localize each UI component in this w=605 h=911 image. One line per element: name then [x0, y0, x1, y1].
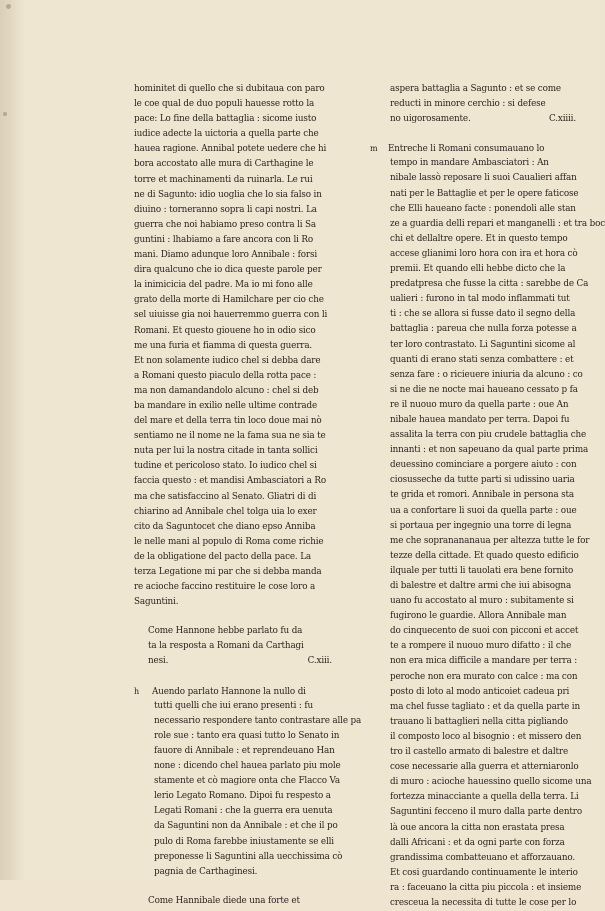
left-column	[134, 82, 362, 909]
text-line: ze a guardia delli repari et manganelli : et tra boc	[390, 218, 605, 229]
text-line: ter loro contrastato. Li Saguntini sicome al	[390, 339, 576, 350]
text-line: del mare et della terra tin loco doue mai nò	[134, 416, 322, 427]
text-line: Et cosi guardando continuamente le interio	[390, 867, 578, 878]
text-line: da Saguntini non da Annibale : et che il po	[154, 821, 338, 832]
text-line: tudine et pericoloso stato. Io iudico chel si	[134, 461, 317, 472]
text-line: battaglia : pareua che nulla forza potesse a	[390, 324, 577, 335]
text-line: accese glianimi loro hora con ira et hora cò	[390, 248, 578, 259]
text-line: pulo di Roma farebbe iniustamente se elli	[154, 836, 334, 847]
text-line: bora accostato alle mura di Carthagine le	[134, 159, 314, 170]
text-line: posto di loto al modo anticoiet cadeua pri	[390, 686, 570, 697]
text-line: non era mica difficile a mandare per terra :	[390, 656, 578, 667]
text-line: premii. Et quando elli hebbe dicto che la	[390, 264, 566, 275]
text-line: le coe qual de duo populi hauesse rotto la	[134, 99, 315, 110]
text-line: terza Legatione mi par che si debba manda	[134, 567, 322, 577]
text-line: guerra che noi habiamo preso contra li Sa	[134, 219, 317, 230]
text-line: Et non solamente iudico chel si debba dare	[134, 355, 321, 366]
text-line: re il nuouo muro da quella parte : oue An	[390, 399, 569, 410]
text-line: che Elli haueano facte : ponendoli alle stan	[390, 203, 576, 214]
gutter-shadow	[0, 0, 26, 880]
text-line: ma chel fusse tagliato : et da quella parte in	[390, 701, 580, 712]
text-line: a Romani questo piaculo della rotta pace :	[134, 370, 317, 381]
text-line: fortezza minacciante a quella della terra. Li	[390, 792, 579, 803]
text-line: diuino : torneranno sopra li capi nostri. La	[134, 204, 317, 215]
text-line: grato della morte di Hamilchare per cio che	[134, 295, 324, 306]
text-line: si ne die ne nocte mai haueano cessato p fa	[390, 384, 578, 395]
text-line: si portaua per ingegnio una torre di legna	[390, 520, 572, 531]
left-paragraph-2	[134, 684, 362, 880]
text-line: chiarino ad Annibale chel tolga uia lo exer	[134, 506, 317, 517]
text-line: cose necessarie alla guerra et atterniaronlo	[390, 762, 579, 773]
text-line: nibale lassò reposare li suoi Caualieri affan	[390, 173, 577, 184]
text-line: ua a confortare li suoi da quella parte : oue	[390, 505, 577, 516]
text-line: me che sopranananaua per altezza tutte le for	[390, 535, 590, 546]
text-line: aspera battaglia a Sagunto : et se come	[390, 84, 561, 94]
text-line: hominitet di quello che si dubitaua con paro	[134, 84, 325, 94]
text-line: guntini : lhabiamo a fare ancora con li Ro	[134, 234, 314, 245]
text-line: cresceua la necessita di tutte le cose per lo	[390, 897, 577, 908]
text-line: chi et dellaltre opere. Et in questo tempo	[390, 233, 568, 244]
text-line: dalli Africani : et da ogni parte con forza	[390, 837, 565, 848]
text-line: ualieri : furono in tal modo inflammati tut	[390, 294, 570, 305]
text-line: pagnia de Carthaginesi.	[154, 866, 258, 877]
text-line: tro il castello armato di balestre et daltre	[390, 747, 569, 758]
text-line: uano fu accostato al muro : subitamente si	[390, 596, 574, 607]
text-line: faccia questo : et mandisi Ambasciatori a Ro	[134, 476, 327, 487]
text-line: re acioche faccino restituire le cose loro a	[134, 582, 316, 593]
text-line: te grida et romori. Annibale in persona sta	[390, 490, 575, 501]
text-line: dira qualcuno che io dica queste parole per	[134, 265, 322, 276]
text-line: necessario respondere tanto contrastare alle pa	[154, 715, 362, 726]
text-line: pace: Lo fine della battaglia : sicome iusto	[134, 114, 317, 125]
text-line: di muro : acioche hauessino quello sicome una	[390, 777, 592, 788]
text-line: none : dicendo chel hauea parlato piu mole	[154, 761, 341, 772]
guide-letter: m	[370, 144, 378, 154]
text-line: stamente et cò magiore onta che Flacco Va	[154, 776, 341, 787]
text-line: ne di Sagunto: idio uoglia che lo sia falso in	[134, 189, 322, 200]
text-line: ilquale per tutti li tauolati era bene fornito	[390, 565, 574, 576]
text-line: nibale hauea mandato per terra. Dapoi fu	[390, 414, 570, 425]
text-line: grandissima combatteuano et afforzauano.	[390, 852, 575, 863]
text-line: mani. Diamo adunque loro Annibale : forsi	[134, 250, 318, 261]
right-paragraph	[370, 141, 605, 911]
right-column	[370, 82, 605, 911]
text-line: trauano li battaglieri nella citta pigliando	[390, 716, 568, 727]
ink-speck	[3, 112, 7, 116]
text-line: ma che satisfaccino al Senato. Gliatri di di	[134, 491, 317, 502]
text-line: senza fare : o ricieuere iniuria da alcuno : co	[390, 369, 583, 380]
text-line: assalita la terra con piu crudele battaglia che	[390, 430, 587, 441]
text-line: te a rompere il nuouo muro difatto : il che	[390, 641, 572, 652]
text-line: me una furia et fiamma di questa guerra.	[134, 340, 313, 351]
text-line: predatpresa che fusse la citta : sarebbe de Ca	[390, 279, 589, 290]
text-line: torre et machinamenti da ruinarla. Le rui	[134, 174, 313, 185]
text-line: no uigorosamente.	[390, 114, 471, 125]
text-line: deuessino cominciare a porgere aiuto : con	[390, 460, 577, 471]
chapter-heading-end: nesi.	[148, 656, 169, 667]
text-line: innanti : et non sapeuano da qual parte prima	[390, 445, 589, 456]
text-line: Legati Romani : che la guerra era uenuta	[154, 806, 333, 817]
text-line: role sue : tanto era quasi tutto lo Senato in	[154, 730, 340, 741]
text-line: peroche non era murato con calce : ma con	[390, 671, 578, 682]
left-paragraph-1	[134, 82, 356, 610]
text-line: Saguntini.	[134, 597, 179, 608]
text-line: hauea ragione. Annibal potete uedere che hi	[134, 144, 327, 155]
text-line: tezze della cittade. Et quado questo edificio	[390, 550, 579, 561]
text-line-content: Auendo parlato Hannone la nullo di	[152, 686, 306, 697]
text-line: Saguntini fecceno il muro dalla parte dentro	[390, 807, 582, 818]
text-line: ti : che se allora si fusse dato il segno della	[390, 309, 576, 320]
text-line: iudice adecte la uictoria a quella parte che	[134, 129, 319, 140]
text-line: di balestre et daltre armi che iui abisogna	[390, 581, 572, 591]
guide-letter: h	[134, 686, 140, 696]
text-line-content: Entreche li Romani consumauano lo	[388, 144, 545, 155]
text-line	[134, 684, 356, 699]
text-line: sentiamo ne il nome ne la fama sua ne sia te	[134, 431, 326, 442]
text-line: ba mandare in exilio nelle ultime contrade	[134, 400, 318, 411]
text-line	[370, 141, 594, 156]
chapter-heading-line: Come Hannone hebbe parlato fu da	[148, 626, 303, 637]
text-line: il composto loco al bisognio : et missero den	[390, 731, 582, 742]
chapter-heading-line: ta la resposta a Romani da Carthagi	[148, 641, 304, 652]
text-line: ciosusseche da tutte parti si udissino uaria	[390, 475, 575, 486]
text-line: quanti di erano stati senza combattere : et	[390, 354, 574, 365]
text-line: preponesse li Saguntini alla uecchissima cò	[154, 851, 343, 862]
text-line: sel uiuisse gia noi hauerremmo guerra con li	[134, 310, 328, 321]
chapter-number: C.xiiii.	[548, 114, 576, 125]
text-line: reducti in minore cerchio : si defese	[390, 99, 546, 110]
chapter-heading-line	[134, 654, 356, 669]
left-bottom-heading: Come Hannibale diede una forte et	[148, 895, 300, 906]
text-line: fugirono le guardie. Allora Annibale man	[390, 611, 567, 622]
text-line: nuta per lui la nostra citade in tanta sollici	[134, 446, 318, 457]
text-line: tempo in mandare Ambasciatori : An	[390, 158, 549, 169]
text-line: la inimicicia del padre. Ma io mi fono alle	[134, 280, 313, 291]
text-line: tutti quelli che iui erano presenti : fu	[154, 700, 313, 711]
text-line: lerio Legato Romano. Dipoi fu respesto a	[154, 791, 331, 802]
ink-speck	[6, 4, 11, 9]
text-line: fauore di Annibale : et reprendeuano Han	[154, 745, 335, 756]
text-line: de la obligatione del pacto della pace. La	[134, 551, 312, 562]
text-line: do cinquecento de suoi con picconi et accet	[390, 626, 579, 637]
text-line: nati per le Battaglie et per le opere faticose	[390, 188, 579, 199]
text-line: le nelle mani al populo di Roma come richie	[134, 536, 324, 547]
text-line: Romani. Et questo giouene ho in odio sico	[134, 325, 316, 336]
text-line: ra : faceuano la citta piu piccola : et insieme	[390, 882, 582, 893]
text-line: là oue ancora la citta non erastata presa	[390, 822, 565, 833]
text-line: ma non damandandolo alcuno : chel si deb	[134, 385, 319, 396]
chapter-number: C.xiii.	[307, 656, 332, 667]
text-line: cito da Saguntocet che diano epso Anniba	[134, 521, 316, 532]
